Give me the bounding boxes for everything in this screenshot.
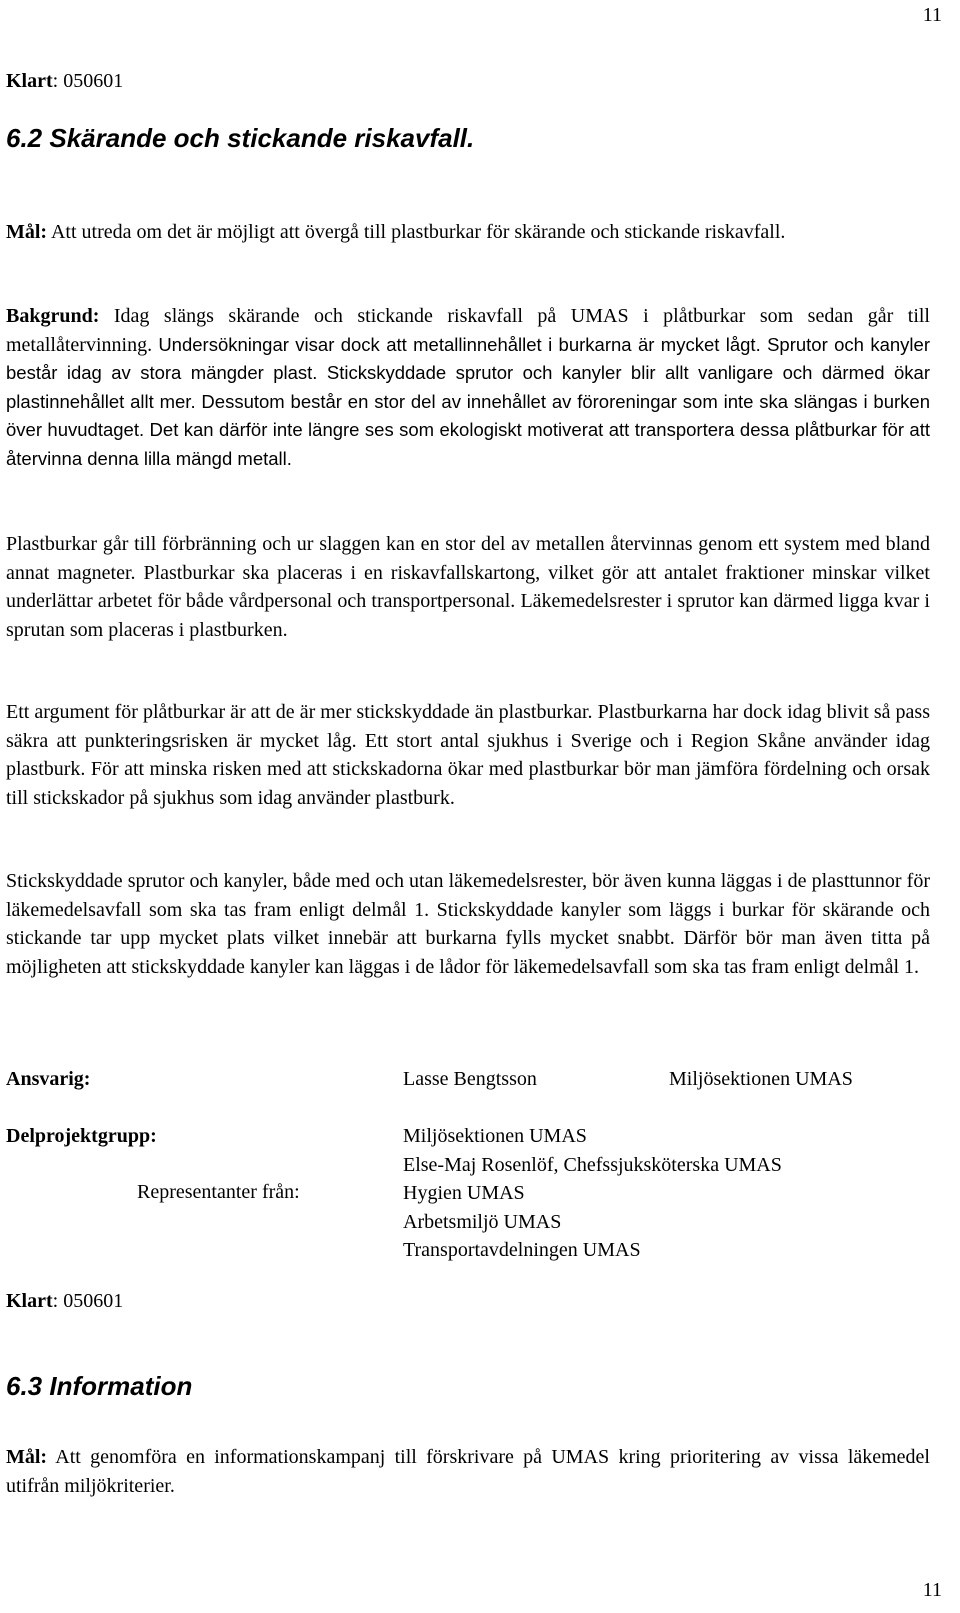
delprojektgrupp-label: Delprojektgrupp: — [6, 1125, 157, 1147]
ansvarig-org: Miljösektionen UMAS — [669, 1068, 853, 1090]
mal-text-2: Att genomföra en informationskampanj till förskrivare på UMAS kring prioritering av vissa läkemedel utifrån miljökriterier. — [6, 1446, 930, 1497]
mal-paragraph — [6, 218, 930, 247]
klart-date-2: : 050601 — [52, 1290, 124, 1312]
mal-paragraph-2 — [6, 1443, 930, 1500]
klart-line-2 — [6, 1290, 123, 1313]
bakgrund-label: Bakgrund: — [6, 305, 100, 327]
bakgrund-text-2: Undersökningar visar dock att metallinnehållet i burkarna är mycket lågt. Sprutor och kanyler består idag av stora mängder plast. Stickskyddade sprutor och kanyler blir allt vanligare och därmed ökar plastinnehållet allt mer. Dessutom består en stor del av innehållet av föroreningar som inte ska slängas i burken över huvudtaget. Det kan därför inte längre ses som ekologiskt motiverat att transportera dessa plåtburkar för att återvinna denna lilla mängd metall. — [6, 333, 930, 469]
bakgrund-text-1: Idag slängs skärande och stickande riskavfall på UMAS i plåtburkar som sedan går till metallåtervinning. — [6, 305, 930, 356]
klart-date: : 050601 — [52, 70, 124, 92]
section-heading-6-3: 6.3 Information — [6, 1371, 193, 1401]
member-item: Transportavdelningen UMAS — [403, 1239, 641, 1261]
section-heading-6-2: 6.2 Skärande och stickande riskavfall. — [6, 123, 475, 153]
bakgrund-paragraph — [6, 302, 930, 473]
member-item: Miljösektionen UMAS — [403, 1125, 587, 1147]
klart-label-2: Klart — [6, 1290, 53, 1312]
klart-label: Klart — [6, 70, 53, 92]
mal-label: Mål: — [6, 221, 48, 243]
member-item: Arbetsmiljö UMAS — [403, 1210, 562, 1233]
page-number-bottom: 11 — [922, 1579, 942, 1601]
member-list — [403, 1122, 782, 1265]
argument-paragraph: Ett argument för plåtburkar är att de är mer stickskyddade än plastburkar. Plastburkarna har dock idag blivit så pass säkra att punkteringsrisken är mycket låg. Ett stort antal sjukhus i Sverige och i Region Skåne använder idag plastburk. För att minska risken med att stickskadorna ökar med plastburkar bör man jämföra fördelning och orsak till stickskador på sjukhus som idag använder plastburk. — [6, 701, 930, 809]
member-item: Else-Maj Rosenlöf, Chefssjuksköterska UMAS — [403, 1153, 782, 1176]
ansvarig-name: Lasse Bengtsson — [403, 1068, 537, 1090]
stickskyddade-paragraph: Stickskyddade sprutor och kanyler, både med och utan läkemedelsrester, bör även kunna läggas i de plasttunnor för läkemedelsavfall som ska tas fram enligt delmål 1. Stickskyddade kanyler som läggs i burkar för skärande och stickande tar upp mycket plats vilket innebär att burkarna fylls mycket snabbt. Därför bör man även titta på möjligheten att stickskyddade kanyler kan läggas i de lådor för läkemedelsavfall som ska tas fram enligt delmål 1. — [6, 870, 930, 978]
klart-line — [6, 70, 123, 93]
representanter-label: Representanter från: — [137, 1181, 300, 1203]
ansvarig-label: Ansvarig: — [6, 1068, 91, 1090]
mal-label-2: Mål: — [6, 1446, 48, 1468]
plastburkar-paragraph: Plastburkar går till förbränning och ur slaggen kan en stor del av metallen återvinnas genom ett system med bland annat magneter. Plastburkar ska placeras i en riskavfallskartong, vilket gör att antalet fraktioner minskar vilket underlättar arbetet för både vårdpersonal och transportpersonal. Läkemedelsrester i sprutor kan därmed ligga kvar i sprutan som placeras i plastburken. — [6, 533, 930, 641]
page-number-top: 11 — [922, 4, 942, 26]
member-item: Hygien UMAS — [403, 1182, 525, 1204]
mal-text: Att utreda om det är möjligt att övergå till plastburkar för skärande och stickande riskavfall. — [47, 221, 786, 243]
